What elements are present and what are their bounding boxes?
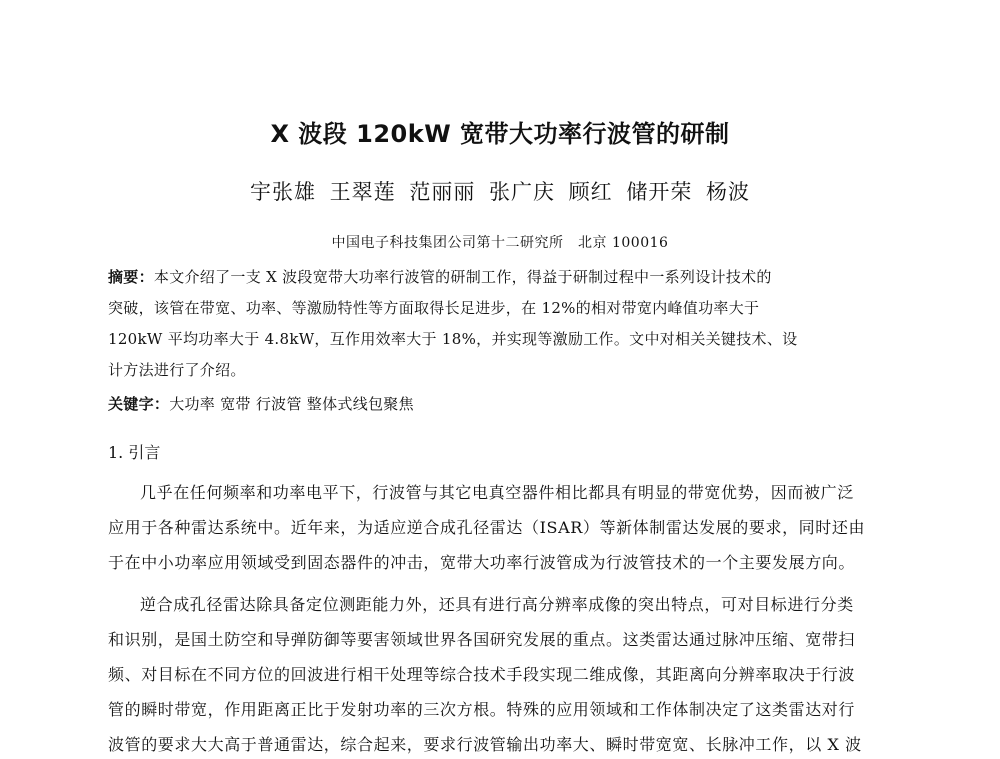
- keywords-line: [108, 393, 414, 414]
- body-line: 管的瞬时带宽，作用距离正比于发射功率的三次方根。特殊的应用领域和工作体制决定了这类雷达对行: [108, 700, 856, 719]
- author-list: 宇张雄 王翠莲 范丽丽 张广庆 顾红 储开荣 杨波: [249, 180, 751, 204]
- body-line: 于在中小功率应用领域受到固态器件的冲击，宽带大功率行波管成为行波管技术的一个主要发展方向。: [108, 553, 856, 572]
- body-line: 应用于各种雷达系统中。近年来，为适应逆合成孔径雷达（ISAR）等新体制雷达发展的要求，同时还由: [108, 518, 866, 537]
- body-line: 波管的要求大大高于普通雷达，综合起来，要求行波管输出功率大、瞬时带宽宽、长脉冲工作，以 X 波: [108, 735, 862, 754]
- abstract-text: 本文介绍了一支 X 波段宽带大功率行波管的研制工作，得益于研制过程中一系列设计技术的: [153, 268, 772, 286]
- keywords-label: 关键字：: [108, 395, 170, 413]
- abstract-line-1: [108, 266, 772, 287]
- section-heading: 1. 引言: [108, 443, 161, 462]
- keywords-text: 大功率 宽带 行波管 整体式线包聚焦: [169, 395, 414, 413]
- body-line: 频、对目标在不同方位的回波进行相干处理等综合技术手段实现二维成像，其距离向分辨率取决于行波: [108, 665, 856, 684]
- paper-title: X 波段 120kW 宽带大功率行波管的研制: [270, 120, 730, 148]
- abstract-line-4: 计方法进行了介绍。: [108, 361, 246, 379]
- abstract-line-2: 突破，该管在带宽、功率、等激励特性等方面取得长足进步，在 12%的相对带宽内峰值功率大于: [108, 299, 760, 317]
- abstract-label: 摘要：: [108, 268, 154, 286]
- affiliation: 中国电子科技集团公司第十二研究所 北京 100016: [331, 235, 669, 251]
- abstract-line-3: 120kW 平均功率大于 4.8kW，互作用效率大于 18%，并实现等激励工作。文中对相关关键技术、设: [108, 330, 798, 348]
- body-line: 逆合成孔径雷达除具备定位测距能力外，还具有进行高分辨率成像的突出特点，可对目标进行分类: [140, 595, 854, 614]
- body-line: 和识别，是国土防空和导弹防御等要害领域世界各国研究发展的重点。这类雷达通过脉冲压缩、宽带扫: [108, 630, 856, 649]
- body-line: 几乎在任何频率和功率电平下，行波管与其它电真空器件相比都具有明显的带宽优势，因而被广泛: [140, 483, 854, 502]
